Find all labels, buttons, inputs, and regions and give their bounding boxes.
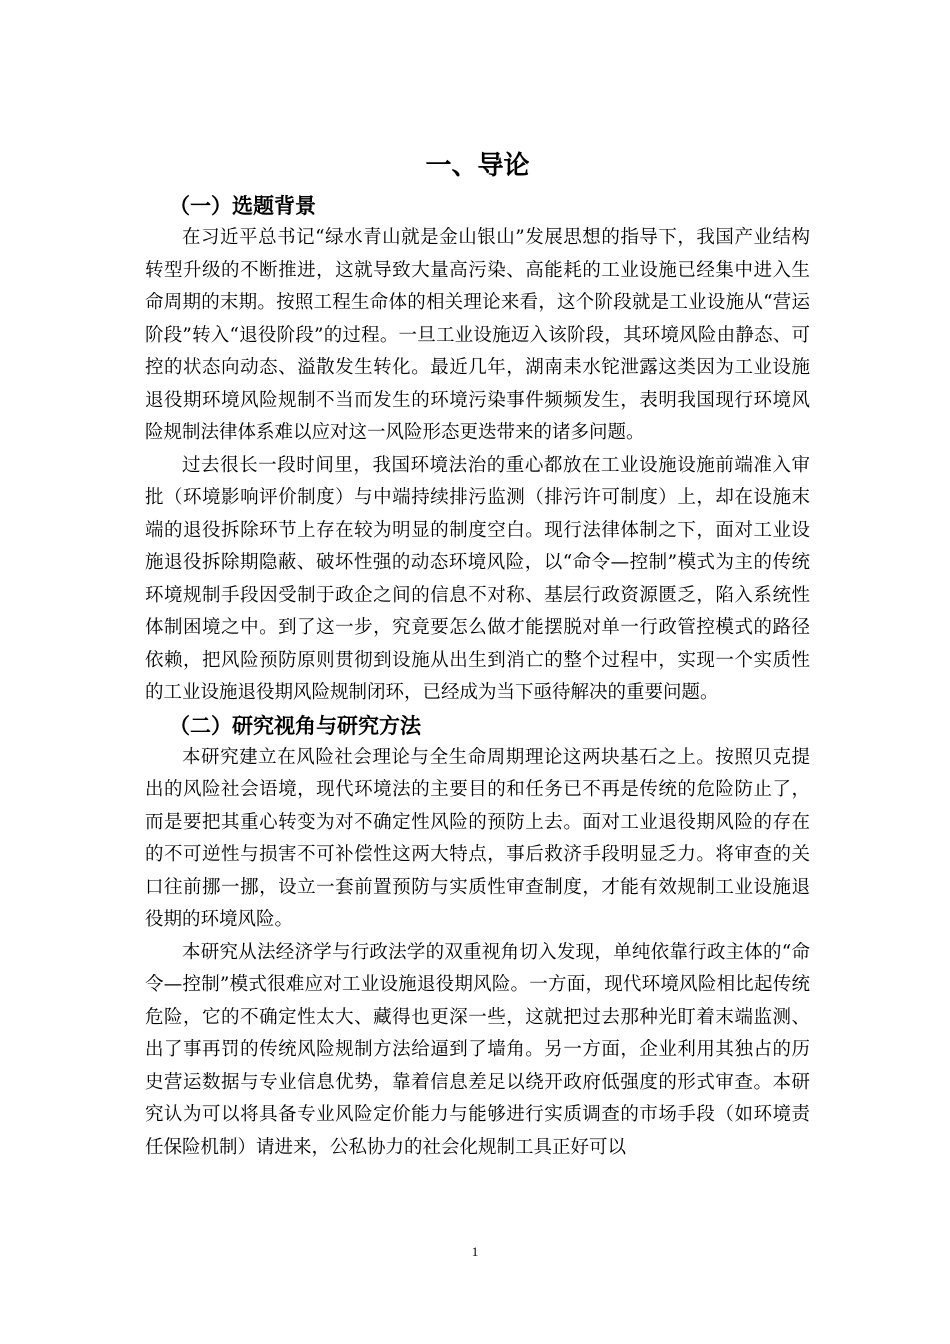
paragraph: 在习近平总书记“绿水青山就是金山银山”发展思想的指导下，我国产业结构转型升级的不断推进，这就导致大量高污染、高能耗的工业设施已经集中进入生命周期的末期。按照工程生命体的相关理论来看，这个阶段就是工业设施从“营运阶段”转入“退役阶段”的过程。一旦工业设施迈入该阶段，其环境风险由静态、可控的状态向动态、溢散发生转化。最近几年，湖南耒水铊泄露这类因为工业设施退役期环境风险规制不当而发生的环境污染事件频频发生，表明我国现行环境风险规制法律体系难以应对这一风险形态更迭带来的诸多问题。 — [145, 227, 810, 443]
paragraph: 本研究建立在风险社会理论与全生命周期理论这两块基石之上。按照贝克提出的风险社会语境，现代环境法的主要目的和任务已不再是传统的危险防止了，而是要把其重心转变为对不确定性风险的预防上去。面对工业退役期风险的存在的不可逆性与损害不可补偿性这两大特点，事后救济手段明显乏力。将审查的关口往前挪一挪，设立一套前置预防与实质性审查制度，才能有效规制工业设施退役期的环境风险。 — [145, 746, 810, 930]
chapter-title: 一、导论 — [425, 151, 530, 181]
page-number: 1 — [471, 1244, 479, 1259]
section-heading-perspective: （二）研究视角与研究方法 — [169, 713, 421, 738]
paragraph: 本研究从法经济学与行政法学的双重视角切入发现，单纯依靠行政主体的“命令—控制”模式很难应对工业设施退役期风险。一方面，现代环境风险相比起传统危险，它的不确定性太大、藏得也更深一些，这就把过去那种光盯着末端监测、出了事再罚的传统风险规制方法给逼到了墙角。另一方面，企业利用其独占的历史营运数据与专业信息优势，靠着信息差足以绕开政府低强度的形式审查。本研究认为可以将具备专业风险定价能力与能够进行实质调查的市场手段（如环境责任保险机制）请进来，公私协力的社会化规制工具正好可以 — [145, 941, 810, 1158]
section-heading-background: （一）选题背景 — [169, 194, 316, 218]
paragraph: 过去很长一段时间里，我国环境法治的重心都放在工业设施设施前端准入审批（环境影响评价制度）与中端持续排污监测（排污许可制度）上，却在设施末端的退役拆除环节上存在较为明显的制度空白。现行法律体制之下，面对工业设施退役拆除期隐蔽、破坏性强的动态环境风险，以“命令—控制”模式为主的传统环境规制手段因受制于政企之间的信息不对称、基层行政资源匮乏，陷入系统性体制困境之中。到了这一步，究竟要怎么做才能摆脱对单一行政管控模式的路径依赖，把风险预防原则贯彻到设施从出生到消亡的整个过程中，实现一个实质性的工业设施退役期风险规制闭环，已经成为当下亟待解决的重要问题。 — [145, 454, 810, 703]
page-content — [145, 148, 810, 1164]
